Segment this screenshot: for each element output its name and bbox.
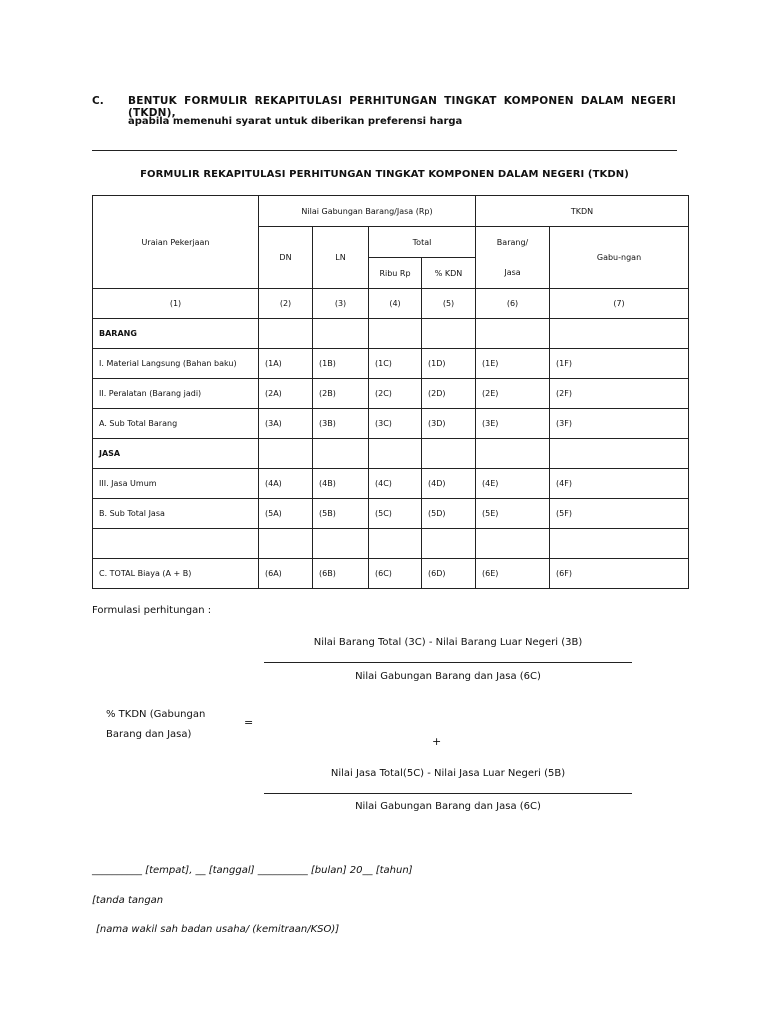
table-cell [369, 529, 422, 559]
table-cell: (5D) [422, 499, 476, 529]
table-cell: (5B) [313, 499, 369, 529]
header-ribu-rp: Ribu Rp [369, 258, 422, 289]
section-subheading: apabila memenuhi syarat untuk diberikan preferensi harga [128, 116, 463, 127]
table-cell: (6F) [550, 559, 689, 589]
table-cell: (6E) [476, 559, 550, 589]
table-cell [550, 529, 689, 559]
signature-place-date: __________ [tempat], __ [tanggal] __________ [bulan] 20__ [tahun] [92, 865, 413, 876]
section-letter: C. [92, 95, 104, 107]
table-cell: (4B) [313, 469, 369, 499]
header-uraian: Uraian Pekerjaan [93, 196, 259, 289]
table-cell: (3E) [476, 409, 550, 439]
table-cell: (2D) [422, 379, 476, 409]
row-label: B. Sub Total Jasa [93, 499, 259, 529]
table-cell [422, 529, 476, 559]
row-label: III. Jasa Umum [93, 469, 259, 499]
column-number: (1) [93, 289, 259, 319]
formula-label: Formulasi perhitungan : [92, 605, 212, 616]
table-row [93, 379, 689, 409]
table-cell: (1B) [313, 349, 369, 379]
table-cell [369, 439, 422, 469]
table-cell: (6A) [259, 559, 313, 589]
table-cell: (2F) [550, 379, 689, 409]
column-number: (4) [369, 289, 422, 319]
table-cell: (6C) [369, 559, 422, 589]
section-heading: BENTUK FORMULIR REKAPITULASI PERHITUNGAN TINGKAT KOMPONEN DALAM NEGERI (TKDN), [128, 95, 676, 119]
table-cell: (6B) [313, 559, 369, 589]
table-cell: (1D) [422, 349, 476, 379]
header-total: Total [369, 227, 476, 258]
table-cell [422, 319, 476, 349]
table-cell [550, 319, 689, 349]
table-cell: (2B) [313, 379, 369, 409]
header-gabungan: Gabu-ngan [550, 227, 689, 289]
table-cell: (3A) [259, 409, 313, 439]
table-cell: (4E) [476, 469, 550, 499]
column-number-row [93, 289, 689, 319]
formula-denominator-jasa: Nilai Gabungan Barang dan Jasa (6C) [355, 801, 541, 812]
table-row [93, 319, 689, 349]
row-label: II. Peralatan (Barang jadi) [93, 379, 259, 409]
signature-name: [nama wakil sah badan usaha/ (kemitraan/KSO)] [96, 924, 340, 935]
table-cell: (3D) [422, 409, 476, 439]
header-barang-jasa-line2: Jasa [504, 267, 521, 277]
table-cell [476, 319, 550, 349]
header-tkdn: TKDN [476, 196, 689, 227]
fraction-bar [264, 662, 632, 663]
header-pct-kdn: % KDN [422, 258, 476, 289]
row-label: A. Sub Total Barang [93, 409, 259, 439]
horizontal-rule [92, 150, 677, 151]
table-cell: (4D) [422, 469, 476, 499]
table-cell [550, 439, 689, 469]
row-label [93, 529, 259, 559]
table-row [93, 439, 689, 469]
table-cell: (3C) [369, 409, 422, 439]
table-cell: (2A) [259, 379, 313, 409]
formula-numerator-barang: Nilai Barang Total (3C) - Nilai Barang Luar Negeri (3B) [313, 637, 583, 648]
signature-tanda-tangan: [tanda tangan [92, 895, 164, 906]
table-cell: (3F) [550, 409, 689, 439]
row-label: C. TOTAL Biaya (A + B) [93, 559, 259, 589]
table-cell: (5E) [476, 499, 550, 529]
column-number: (2) [259, 289, 313, 319]
header-ln: LN [313, 227, 369, 289]
table-cell [259, 319, 313, 349]
formula-denominator-barang: Nilai Gabungan Barang dan Jasa (6C) [355, 671, 541, 682]
equals-sign: = [244, 716, 254, 729]
table-cell [476, 439, 550, 469]
header-barang-jasa-line1: Barang/ [496, 237, 529, 247]
table-cell: (1F) [550, 349, 689, 379]
form-title: FORMULIR REKAPITULASI PERHITUNGAN TINGKAT KOMPONEN DALAM NEGERI (TKDN) [140, 169, 629, 180]
table-cell: (5C) [369, 499, 422, 529]
table-cell: (1A) [259, 349, 313, 379]
column-number: (6) [476, 289, 550, 319]
table-cell [313, 439, 369, 469]
table-cell [476, 529, 550, 559]
table-row [93, 499, 689, 529]
formula-numerator-jasa: Nilai Jasa Total(5C) - Nilai Jasa Luar Negeri (5B) [330, 768, 566, 779]
table-cell: (1C) [369, 349, 422, 379]
table-cell [422, 439, 476, 469]
table-cell: (4A) [259, 469, 313, 499]
column-number: (7) [550, 289, 689, 319]
table-cell: (4C) [369, 469, 422, 499]
column-number: (5) [422, 289, 476, 319]
header-barang-jasa [476, 227, 550, 289]
header-dn: DN [259, 227, 313, 289]
column-number: (3) [313, 289, 369, 319]
header-nilai-gabungan: Nilai Gabungan Barang/Jasa (Rp) [259, 196, 476, 227]
row-label: BARANG [93, 319, 259, 349]
table-cell: (6D) [422, 559, 476, 589]
table-cell [313, 529, 369, 559]
table-row [93, 409, 689, 439]
tkdn-table [92, 195, 689, 589]
table-cell: (5A) [259, 499, 313, 529]
table-cell: (2E) [476, 379, 550, 409]
tkdn-label-line1: % TKDN (Gabungan [106, 709, 206, 720]
fraction-bar [264, 793, 632, 794]
tkdn-label-line2: Barang dan Jasa) [106, 729, 192, 740]
table-cell [259, 439, 313, 469]
table-cell: (3B) [313, 409, 369, 439]
table-row [93, 469, 689, 499]
table-cell: (5F) [550, 499, 689, 529]
plus-sign: + [432, 735, 442, 748]
row-label: JASA [93, 439, 259, 469]
table-cell: (4F) [550, 469, 689, 499]
table-cell [369, 319, 422, 349]
table-row [93, 349, 689, 379]
row-label: I. Material Langsung (Bahan baku) [93, 349, 259, 379]
table-row [93, 559, 689, 589]
table-cell: (2C) [369, 379, 422, 409]
table-row [93, 529, 689, 559]
table-cell: (1E) [476, 349, 550, 379]
table-cell [259, 529, 313, 559]
table-cell [313, 319, 369, 349]
